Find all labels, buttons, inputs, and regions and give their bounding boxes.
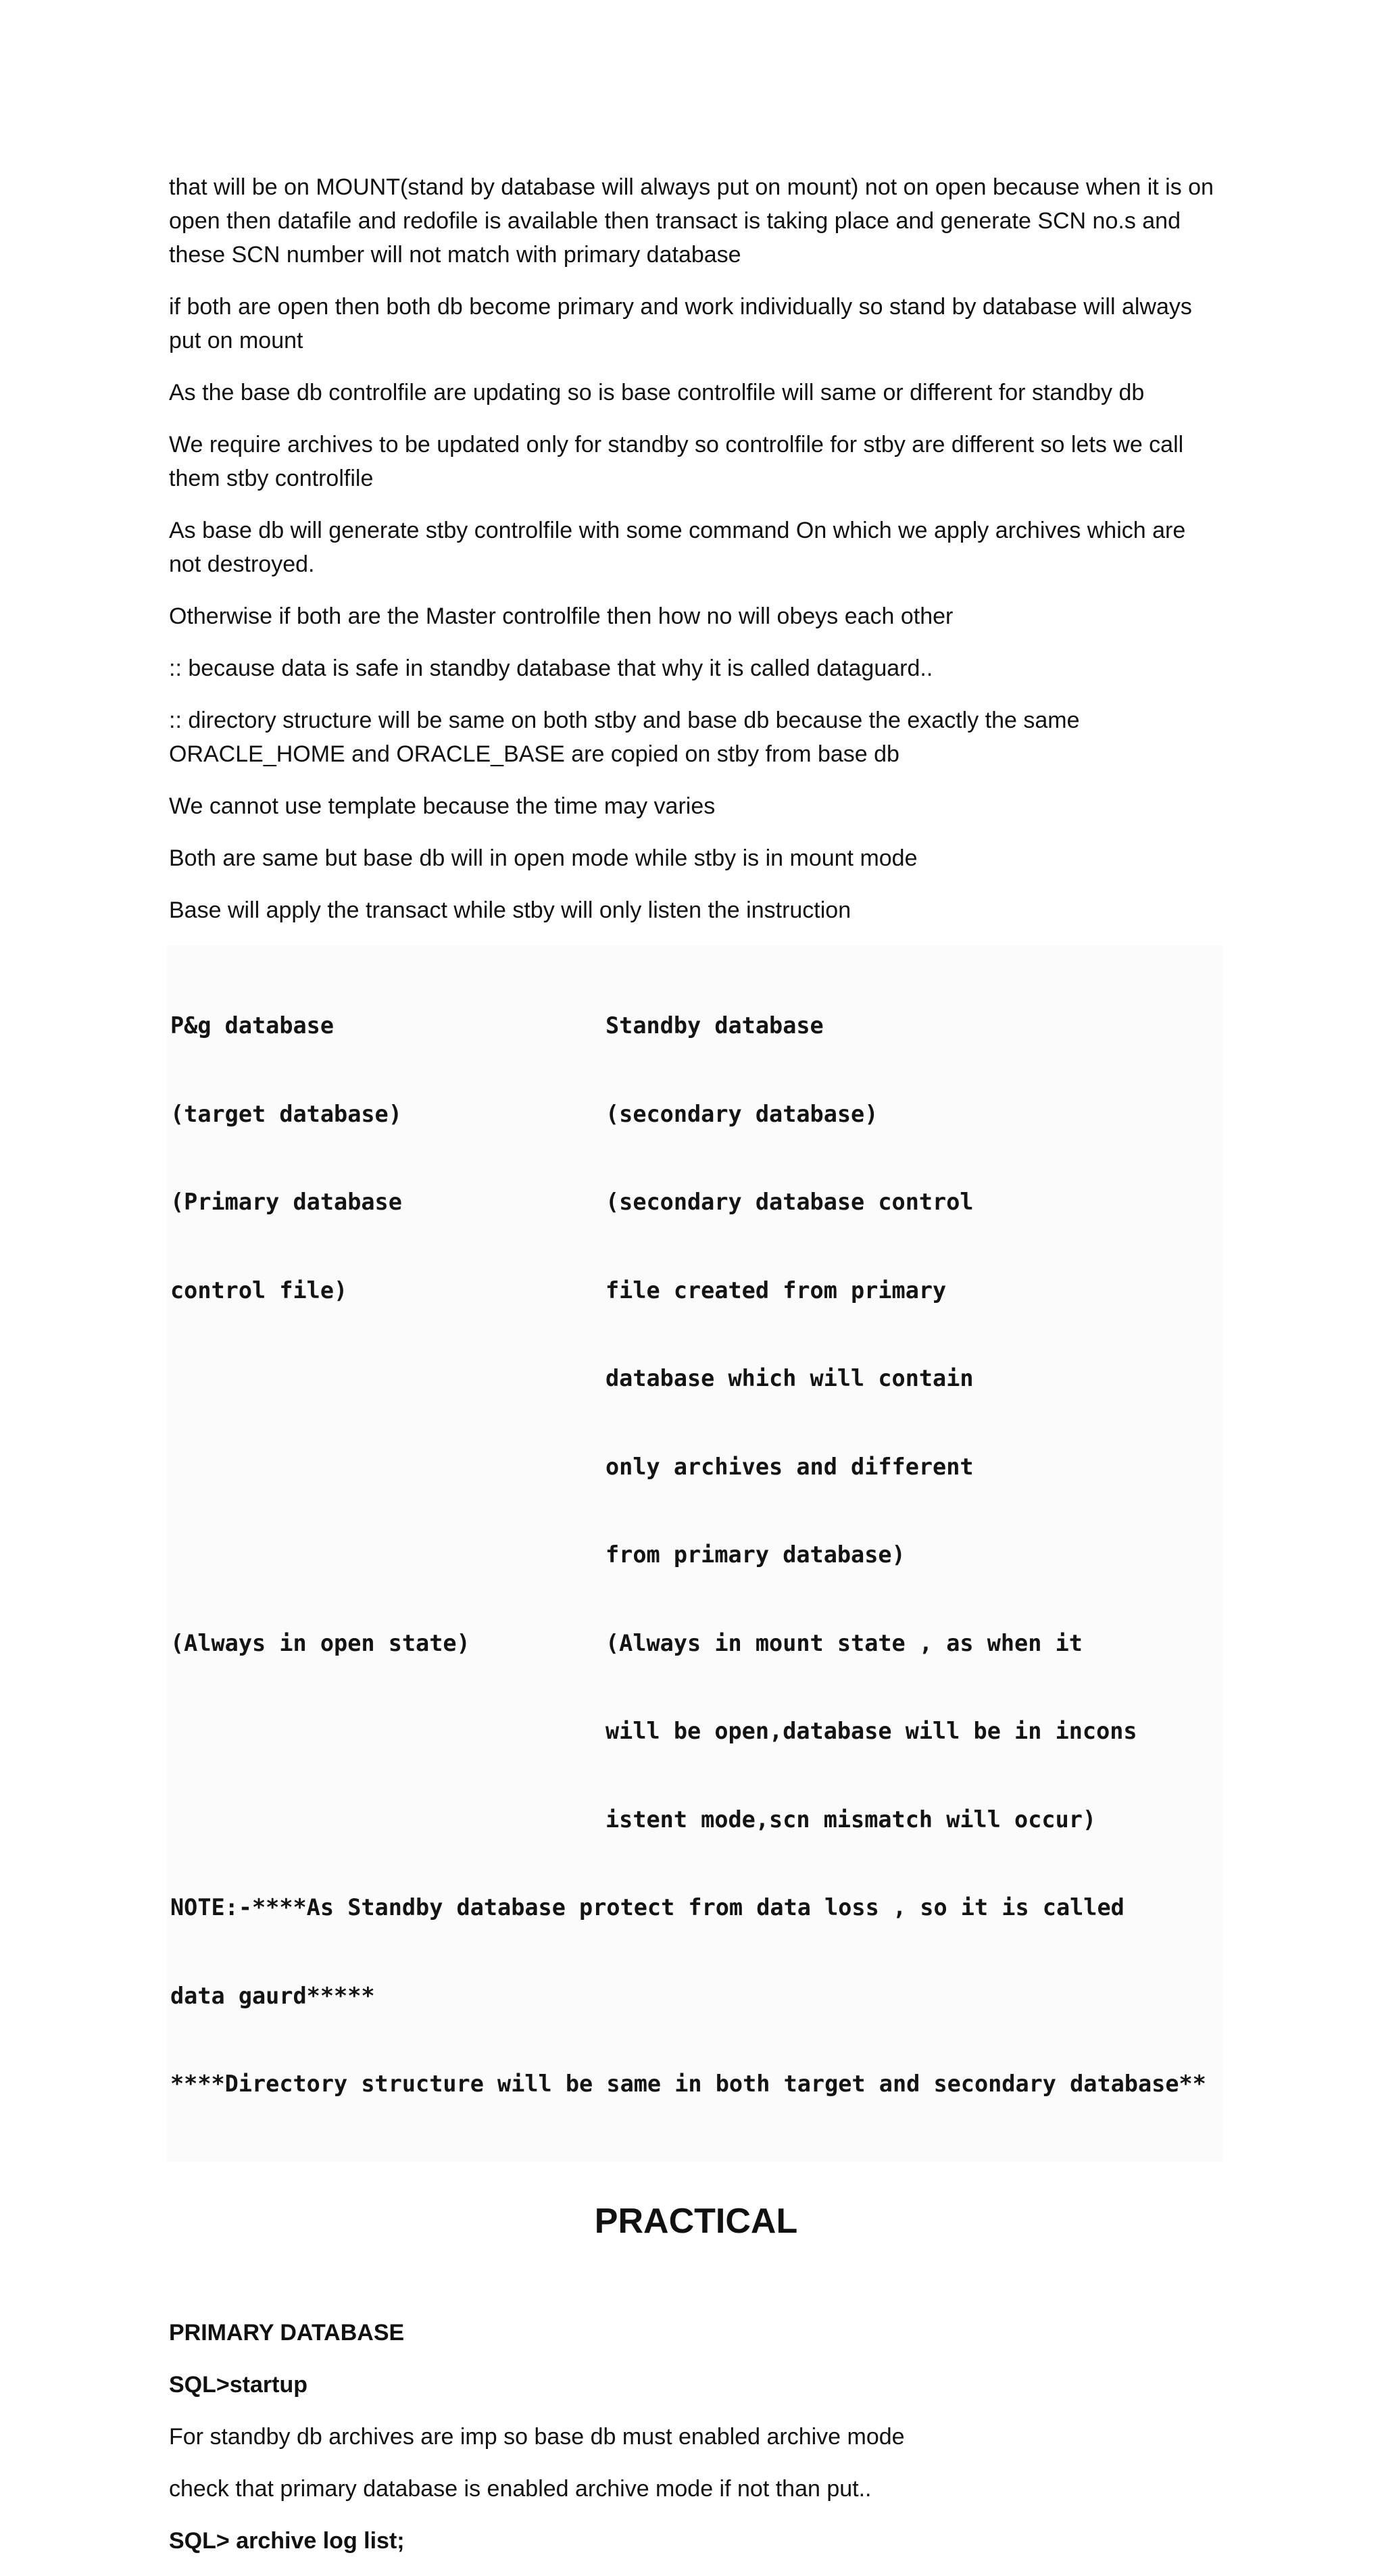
paragraph-controlfile-update: As the base db controlfile are updating so is base controlfile will same or different for standby db (169, 380, 1145, 405)
paragraph-transact: Base will apply the transact while stby will only listen the instruction (169, 897, 851, 923)
comparison-code-image (166, 945, 1223, 2162)
code-right: (Always in mount state , as when it (606, 1629, 1083, 1656)
code-left (170, 1716, 606, 1746)
code-right: will be open,database will be in incons (606, 1718, 1137, 1744)
code-row (170, 1187, 1219, 1217)
code-left (170, 1805, 606, 1835)
code-left: (Primary database (170, 1189, 402, 1215)
paragraph-dataguard: :: because data is safe in standby database that why it is called dataguard.. (169, 655, 933, 681)
paragraph-open-vs-mount: Both are same but base db will in open mode while stby is in mount mode (169, 845, 918, 871)
code-row (170, 1540, 1219, 1570)
code-note-line: ****Directory structure will be same in both target and secondary database** (170, 2071, 1206, 2097)
paragraph-archives-required: We require archives to be updated only for standby so controlfile for stby are different so lets we call them stby controlfile (169, 432, 1184, 491)
code-row (170, 1805, 1219, 1835)
code-right: database which will contain (606, 1365, 974, 1391)
paragraph-mount: that will be on MOUNT(stand by database will always put on mount) not on open because when it is on open then datafile and redofile is available then transact is taking place and generate SCN no.s and these SCN number will not match with primary database (169, 174, 1214, 268)
code-row (170, 1629, 1219, 1658)
code-row (170, 1099, 1219, 1129)
practical-heading: PRACTICAL (594, 2201, 798, 2241)
paragraph-check-archive: check that primary database is enabled archive mode if not than put.. (169, 2475, 872, 2502)
code-right: only archives and different (606, 1453, 974, 1480)
startup-command: SQL>startup (169, 2371, 307, 2398)
paragraph-master-controlfile: Otherwise if both are the Master controlfile then how no will obeys each other (169, 603, 954, 629)
code-row (170, 1276, 1219, 1306)
code-note-line: data gaurd***** (170, 1982, 375, 2009)
code-row (170, 1452, 1219, 1482)
code-right: istent mode,scn mismatch will occur) (606, 1806, 1097, 1833)
paragraph-both-open: if both are open then both db become primary and work individually so stand by database will always put on mount (169, 294, 1192, 353)
paragraph-generate-stby-controlfile: As base db will generate stby controlfile with some command On which we apply archives which are not destroyed. (169, 518, 1186, 577)
code-right: file created from primary (606, 1277, 947, 1304)
code-row (170, 1011, 1219, 1041)
code-left: control file) (170, 1277, 348, 1304)
paragraph-directory-structure: :: directory structure will be same on both stby and base db because the exactly the same ORACLE_HOME and ORACLE_BASE are copied on stby from base db (169, 708, 1080, 767)
code-row (170, 1364, 1219, 1393)
primary-database-label: PRIMARY DATABASE (169, 2319, 405, 2346)
code-left (170, 1540, 606, 1570)
code-left (170, 1364, 606, 1393)
code-right: from primary database) (606, 1541, 906, 1568)
paragraph-archive-mode: For standby db archives are imp so base db must enabled archive mode (169, 2423, 905, 2450)
paragraph-template: We cannot use template because the time may varies (169, 793, 716, 819)
code-note-line: NOTE:-****As Standby database protect from data loss , so it is called (170, 1894, 1124, 1921)
code-left (170, 1452, 606, 1482)
code-right: Standby database (606, 1012, 824, 1039)
code-left: P&g database (170, 1012, 335, 1039)
code-left: (target database) (170, 1100, 402, 1127)
code-left: (Always in open state) (170, 1629, 470, 1656)
document-content (169, 170, 1223, 2576)
code-row (170, 1716, 1219, 1746)
code-right: (secondary database) (606, 1100, 879, 1127)
archive-log-command: SQL> archive log list; (169, 2527, 405, 2554)
code-right: (secondary database control (606, 1189, 974, 1215)
